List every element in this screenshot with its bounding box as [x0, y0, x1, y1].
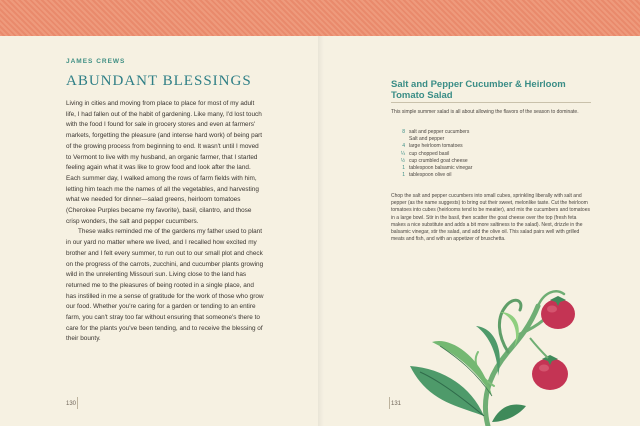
ingredient-quantity: 1 — [402, 172, 405, 179]
folio-divider — [389, 397, 390, 409]
ingredient-name: tablespoon olive oil — [409, 172, 452, 179]
page-number-right: 131 — [391, 401, 402, 407]
ingredient-item — [391, 136, 591, 143]
ingredient-quantity: ½ — [400, 157, 405, 164]
ingredient-item — [391, 172, 591, 179]
essay-title: ABUNDANT BLESSINGS — [66, 73, 252, 89]
right-page — [320, 36, 640, 426]
title-rule — [391, 102, 591, 103]
ingredient-item — [391, 151, 591, 158]
tomato-vine-illustration — [380, 256, 580, 426]
essay-paragraph: Living in cities and moving from place to place for most of my adult life, I had fallen out of the habit of gardening. Like many, I'd lost touch with the food I found for sale in grocery stores and even at farmers' markets, forgetting the pleasure (and intense hard work) of being part of the growing process from beginning to end. It wasn't until I moved to Vermont to live with my husband, an organic farmer, that I started feeling again what it was like to grow food and look after the land. Each summer day, I walked among the rows of farm fields with him, letting him teach me the names of all the vegetables, and harvesting what we needed for dinner—salad greens, heirloom tomatoes (Cherokee Purples became my favorite), basil, cilantro, and those crisp wonders, the salt and pepper cucumbers. — [66, 100, 263, 225]
recipe-title: Salt and Pepper Cucumber & Heirloom Tomato Salad — [391, 79, 566, 101]
folio-divider — [77, 397, 78, 409]
page-number-left: 130 — [66, 401, 77, 407]
ingredient-quantity: 1 — [402, 165, 405, 172]
ingredient-quantity: ¼ — [400, 150, 405, 157]
ingredient-name: salt and pepper cucumbers — [409, 129, 470, 135]
ingredient-name: cup chopped basil — [409, 150, 450, 157]
ingredient-item — [391, 158, 591, 165]
author-name: JAMES CREWS — [66, 58, 126, 65]
ingredient-item — [391, 165, 591, 172]
ingredient-list — [391, 129, 591, 179]
ingredient-quantity: 8 — [402, 129, 405, 135]
ingredient-name: Salt and pepper — [409, 136, 445, 143]
ingredient-name: tablespoon balsamic vinegar — [409, 165, 473, 172]
ingredient-name: cup crumbled goat cheese — [409, 157, 468, 164]
ingredient-quantity — [391, 136, 409, 143]
ingredient-item — [391, 129, 591, 136]
essay-body — [66, 99, 264, 345]
decorative-top-band — [0, 0, 640, 36]
recipe-method: Chop the salt and pepper cucumbers into small cubes, sprinkling liberally with salt and pepper (as the name suggests) to bring out their sweet, melonlike taste. Cut the heirloom tomatoes into cubes (heirlooms tend to be meatier), and mix the cucumbers and tomatoes in a large bowl. Stir in the basil, then scatter the goat cheese over the top (fresh feta makes a nice substitute and adds a bit more saltiness to the salad). Next, drizzle in the balsamic vinegar, stir the salad, and add the olive oil. This salad pairs well with grilled meats and fish, and with an appetizer of bruschetta. — [391, 193, 590, 243]
ingredient-name: large heirloom tomatoes — [409, 143, 463, 150]
left-page — [0, 36, 320, 426]
ingredient-quantity: 4 — [402, 143, 405, 150]
essay-paragraph: These walks reminded me of the gardens my father used to plant in our yard no matter where we lived, and I recalled how excited my brother and I felt every summer, to run out to our small plot and check on the progress of the carrots, zucchini, and cucumber plants growing wild in the unrelenting Missouri sun. Living close to the land has returned me to the pleasures of being rooted in a single place, and has instilled in me a sense of gratitude for the work of those who grow our food. Whether you're caring for a garden or tending to an entire farm, you can't stray too far without ensuring that someone's there to care for the plants you've been tending, and to receive the blessing of their bounty. — [66, 228, 264, 343]
ingredient-item — [391, 143, 591, 150]
recipe-intro: This simple summer salad is all about allowing the flavors of the season to dominate. — [391, 109, 579, 115]
